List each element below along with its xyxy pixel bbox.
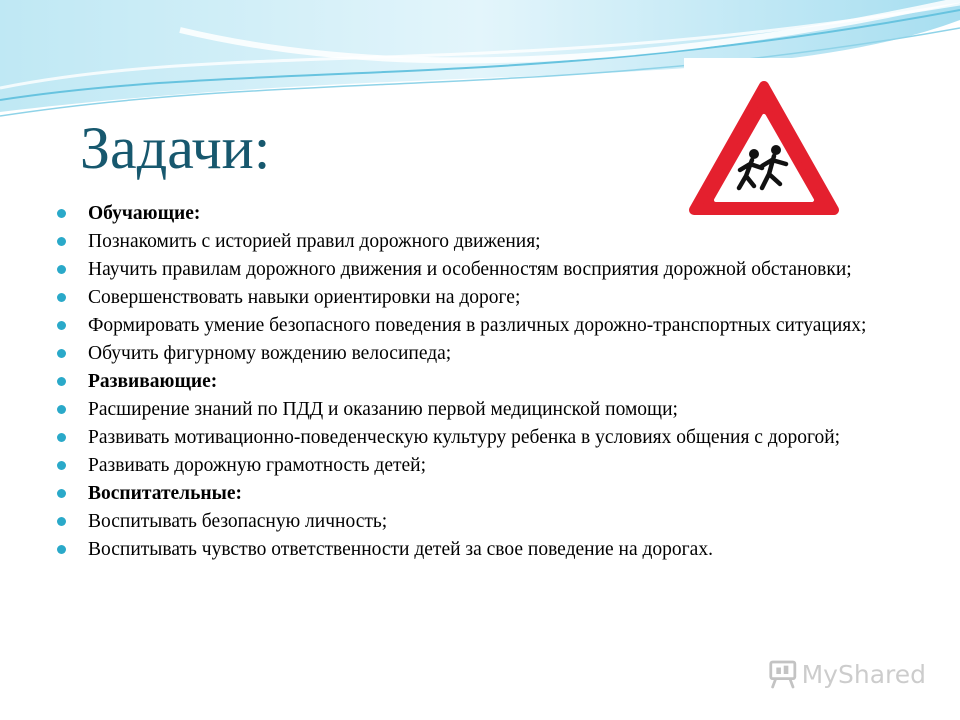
bullet-icon [57,321,66,330]
list-item-heading: Воспитательные: [52,484,904,503]
watermark-text: MyShared [801,659,926,689]
list-item: Научить правилам дорожного движения и особенностям восприятия дорожной обстановки; [52,260,904,279]
bullet-icon [57,405,66,414]
tasks-list [52,204,904,568]
list-item: Воспитывать чувство ответственности детей за свое поведение на дорогах. [52,540,904,559]
bullet-icon [57,265,66,274]
children-crossing-sign [684,58,844,228]
list-item: Развивать дорожную грамотность детей; [52,456,904,475]
list-item-heading: Обучающие: [52,204,904,223]
bullet-icon [57,489,66,498]
bullet-icon [57,209,66,218]
list-item: Развивать мотивационно-поведенческую культуру ребенка в условиях общения с дорогой; [52,428,904,447]
list-item: Воспитывать безопасную личность; [52,512,904,531]
list-item-heading: Развивающие: [52,372,904,391]
bullet-icon [57,461,66,470]
list-item: Обучить фигурному вождению велосипеда; [52,344,904,363]
bullet-icon [57,545,66,554]
bullet-icon [57,293,66,302]
list-item: Формировать умение безопасного поведения в различных дорожно-транспортных ситуациях; [52,316,904,335]
bullet-icon [57,517,66,526]
bullet-icon [57,349,66,358]
list-item: Расширение знаний по ПДД и оказанию первой медицинской помощи; [52,400,904,419]
bullet-icon [57,377,66,386]
list-item: Познакомить с историей правил дорожного движения; [52,232,904,251]
children-crossing-warning-sign-icon [684,58,844,228]
myshared-watermark [768,658,926,690]
list-item: Совершенствовать навыки ориентировки на дороге; [52,288,904,307]
bullet-icon [57,237,66,246]
slide-title: Задачи: [80,115,271,181]
presentation-board-icon [768,659,798,689]
bullet-icon [57,433,66,442]
